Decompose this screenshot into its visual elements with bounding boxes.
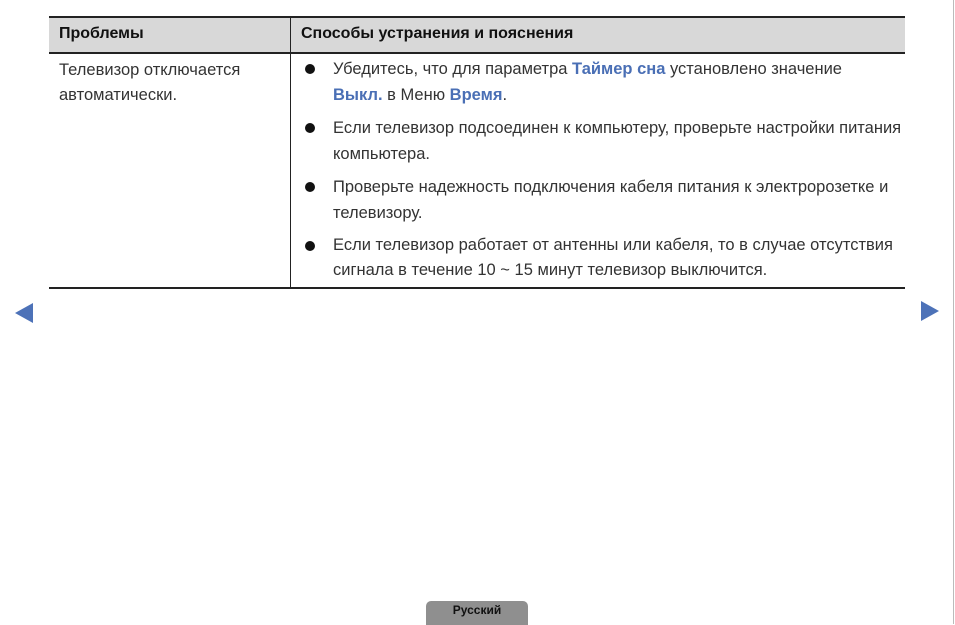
text: Если телевизор подсоединен к компьютеру, проверьте настройки питания компьютера. — [333, 119, 902, 163]
sleep-timer-link: Таймер сна — [572, 60, 666, 78]
problem-cell: Телевизор отключается автоматически. — [49, 54, 291, 287]
time-menu-link: Время — [449, 86, 503, 104]
table-header — [49, 18, 905, 54]
next-page-arrow-icon[interactable] — [921, 301, 939, 321]
previous-page-arrow-icon[interactable] — [15, 303, 33, 323]
bullet-icon — [305, 64, 315, 74]
list-item — [291, 174, 905, 226]
list-item — [291, 233, 905, 283]
text: установлено значение — [665, 60, 842, 78]
text: Проверьте надежность подключения кабеля питания к электророзетке и телевизору. — [333, 178, 889, 222]
text: Если телевизор работает от антенны или кабеля, то в случае отсутствия сигнала в течение 10 ~ 15 минут телевизор выключится. — [333, 236, 893, 279]
bullet-icon — [305, 241, 315, 251]
list-item — [291, 115, 905, 167]
text: Убедитесь, что для параметра — [333, 60, 573, 78]
bullet-icon — [305, 182, 315, 192]
troubleshooting-table — [49, 16, 905, 289]
table-row — [49, 54, 905, 287]
list-item — [291, 56, 905, 108]
solutions-cell — [291, 54, 905, 287]
text: . — [502, 86, 508, 104]
off-value: Выкл. — [333, 86, 383, 104]
language-tab[interactable]: Русский — [426, 601, 528, 625]
header-problems: Проблемы — [49, 18, 291, 52]
bullet-icon — [305, 123, 315, 133]
page-edge — [953, 0, 954, 624]
text: в Меню — [382, 86, 450, 104]
header-solutions: Способы устранения и пояснения — [301, 25, 574, 42]
